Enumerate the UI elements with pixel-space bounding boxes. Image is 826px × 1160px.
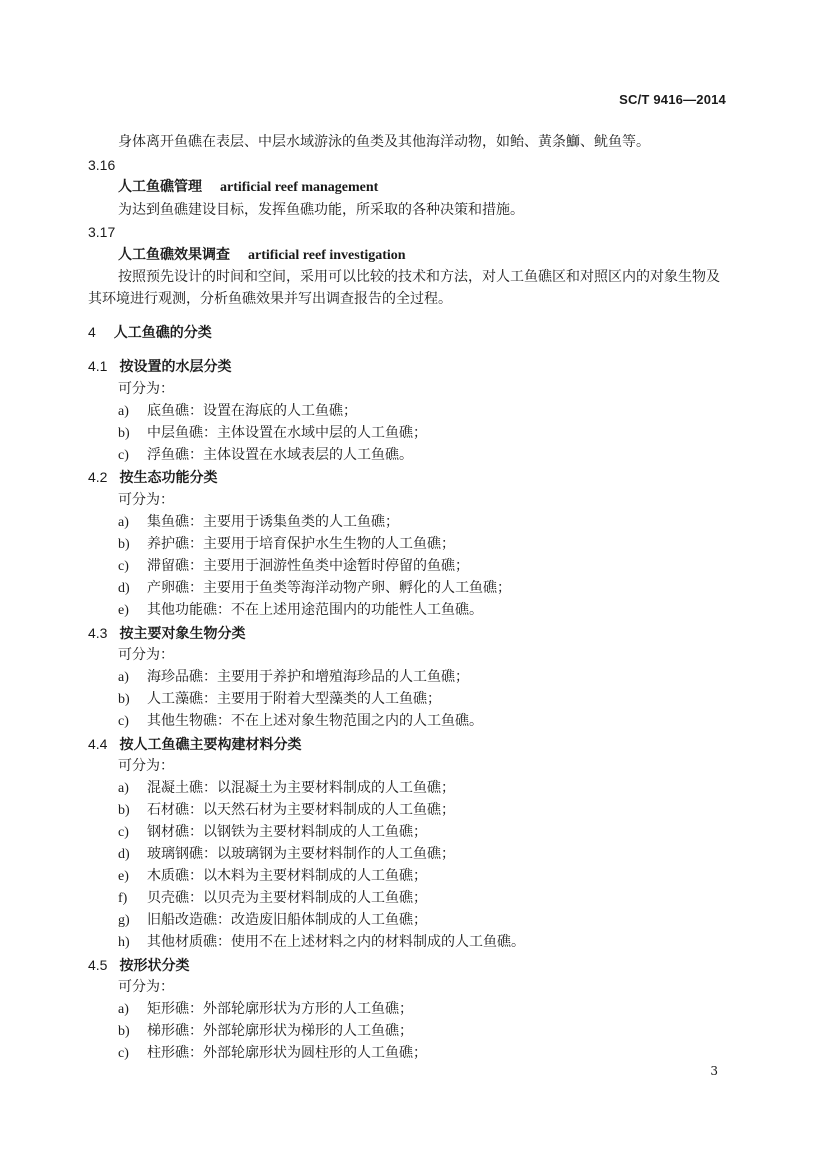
section-number: 4.1 xyxy=(88,358,108,374)
list-item: e) 其他功能礁：不在上述用途范围内的功能性人工鱼礁。 xyxy=(118,602,483,618)
list-item: f) 贝壳礁：以贝壳为主要材料制成的人工鱼礁； xyxy=(118,890,427,906)
section-4-4-intro: 可分为： xyxy=(118,758,174,774)
clause-3-15-continuation: 身体离开鱼礁在表层、中层水域游泳的鱼类及其他海洋动物，如鲐、黄条鰤、鱿鱼等。 xyxy=(118,134,650,150)
chapter-title: 人工鱼礁的分类 xyxy=(113,325,212,341)
page-number: 3 xyxy=(710,1064,718,1078)
section-4-2-intro: 可分为： xyxy=(118,492,174,508)
clause-3-16-number: 3.16 xyxy=(88,157,116,173)
list-item: c) 滞留礁：主要用于洄游性鱼类中途暂时停留的鱼礁； xyxy=(118,558,469,574)
list-item: c) 钢材礁：以钢铁为主要材料制成的人工鱼礁； xyxy=(118,824,427,840)
section-title: 按人工鱼礁主要构建材料分类 xyxy=(119,737,302,753)
term-en: artificial reef management xyxy=(220,180,379,195)
list-item: b) 人工藻礁：主要用于附着大型藻类的人工鱼礁； xyxy=(118,691,441,707)
section-title: 按设置的水层分类 xyxy=(119,359,232,375)
clause-3-16-definition: 为达到鱼礁建设目标，发挥鱼礁功能，所采取的各种决策和措施。 xyxy=(118,202,524,218)
section-4-1-intro: 可分为： xyxy=(118,381,174,397)
list-item: b) 石材礁：以天然石材为主要材料制成的人工鱼礁； xyxy=(118,802,455,818)
list-item: g) 旧船改造礁：改造废旧船体制成的人工鱼礁； xyxy=(118,912,427,928)
section-4-1-heading xyxy=(88,357,231,376)
section-4-3-heading xyxy=(88,624,245,643)
section-4-4-heading xyxy=(88,735,301,754)
term-zh: 人工鱼礁效果调查 xyxy=(118,247,230,263)
section-number: 4.3 xyxy=(88,625,108,641)
term-zh: 人工鱼礁管理 xyxy=(118,179,202,195)
clause-3-17-definition-line-2: 其环境进行观测，分析鱼礁效果并写出调查报告的全过程。 xyxy=(88,291,452,307)
list-item: b) 梯形礁：外部轮廓形状为梯形的人工鱼礁； xyxy=(118,1023,413,1039)
section-4-2-heading xyxy=(88,468,217,487)
list-item: a) 底鱼礁：设置在海底的人工鱼礁； xyxy=(118,403,357,419)
list-item: c) 柱形礁：外部轮廓形状为圆柱形的人工鱼礁； xyxy=(118,1045,427,1061)
list-item: a) 海珍品礁：主要用于养护和增殖海珍品的人工鱼礁； xyxy=(118,669,469,685)
list-item: c) 其他生物礁：不在上述对象生物范围之内的人工鱼礁。 xyxy=(118,713,483,729)
clause-3-17-number: 3.17 xyxy=(88,224,116,240)
section-number: 4.2 xyxy=(88,469,108,485)
clause-3-17-term xyxy=(118,246,406,265)
section-title: 按主要对象生物分类 xyxy=(119,626,246,642)
list-item: b) 中层鱼礁：主体设置在水域中层的人工鱼礁； xyxy=(118,425,427,441)
term-en: artificial reef investigation xyxy=(248,248,406,263)
list-item: h) 其他材质礁：使用不在上述材料之内的材料制成的人工鱼礁。 xyxy=(118,934,525,950)
list-item: e) 木质礁：以木料为主要材料制成的人工鱼礁； xyxy=(118,868,427,884)
section-4-5-intro: 可分为： xyxy=(118,979,174,995)
section-title: 按形状分类 xyxy=(119,958,190,974)
section-number: 4.5 xyxy=(88,957,108,973)
list-item: a) 集鱼礁：主要用于诱集鱼类的人工鱼礁； xyxy=(118,514,399,530)
chapter-4-heading xyxy=(88,323,212,342)
clause-3-17-definition-line-1: 按照预先设计的时间和空间，采用可以比较的技术和方法，对人工鱼礁区和对照区内的对象生物及 xyxy=(118,269,720,285)
chapter-number: 4 xyxy=(88,324,96,340)
list-item: b) 养护礁：主要用于培育保护水生生物的人工鱼礁； xyxy=(118,536,455,552)
list-item: a) 混凝土礁：以混凝土为主要材料制成的人工鱼礁； xyxy=(118,780,455,796)
section-title: 按生态功能分类 xyxy=(119,470,218,486)
section-number: 4.4 xyxy=(88,736,108,752)
standard-code-header: SC/T 9416—2014 xyxy=(619,92,726,107)
section-4-5-heading xyxy=(88,956,189,975)
list-item: d) 产卵礁：主要用于鱼类等海洋动物产卵、孵化的人工鱼礁； xyxy=(118,580,511,596)
list-item: c) 浮鱼礁：主体设置在水域表层的人工鱼礁。 xyxy=(118,447,413,463)
clause-3-16-term xyxy=(118,178,378,197)
list-item: d) 玻璃钢礁：以玻璃钢为主要材料制作的人工鱼礁； xyxy=(118,846,455,862)
list-item: a) 矩形礁：外部轮廓形状为方形的人工鱼礁； xyxy=(118,1001,413,1017)
section-4-3-intro: 可分为： xyxy=(118,647,174,663)
